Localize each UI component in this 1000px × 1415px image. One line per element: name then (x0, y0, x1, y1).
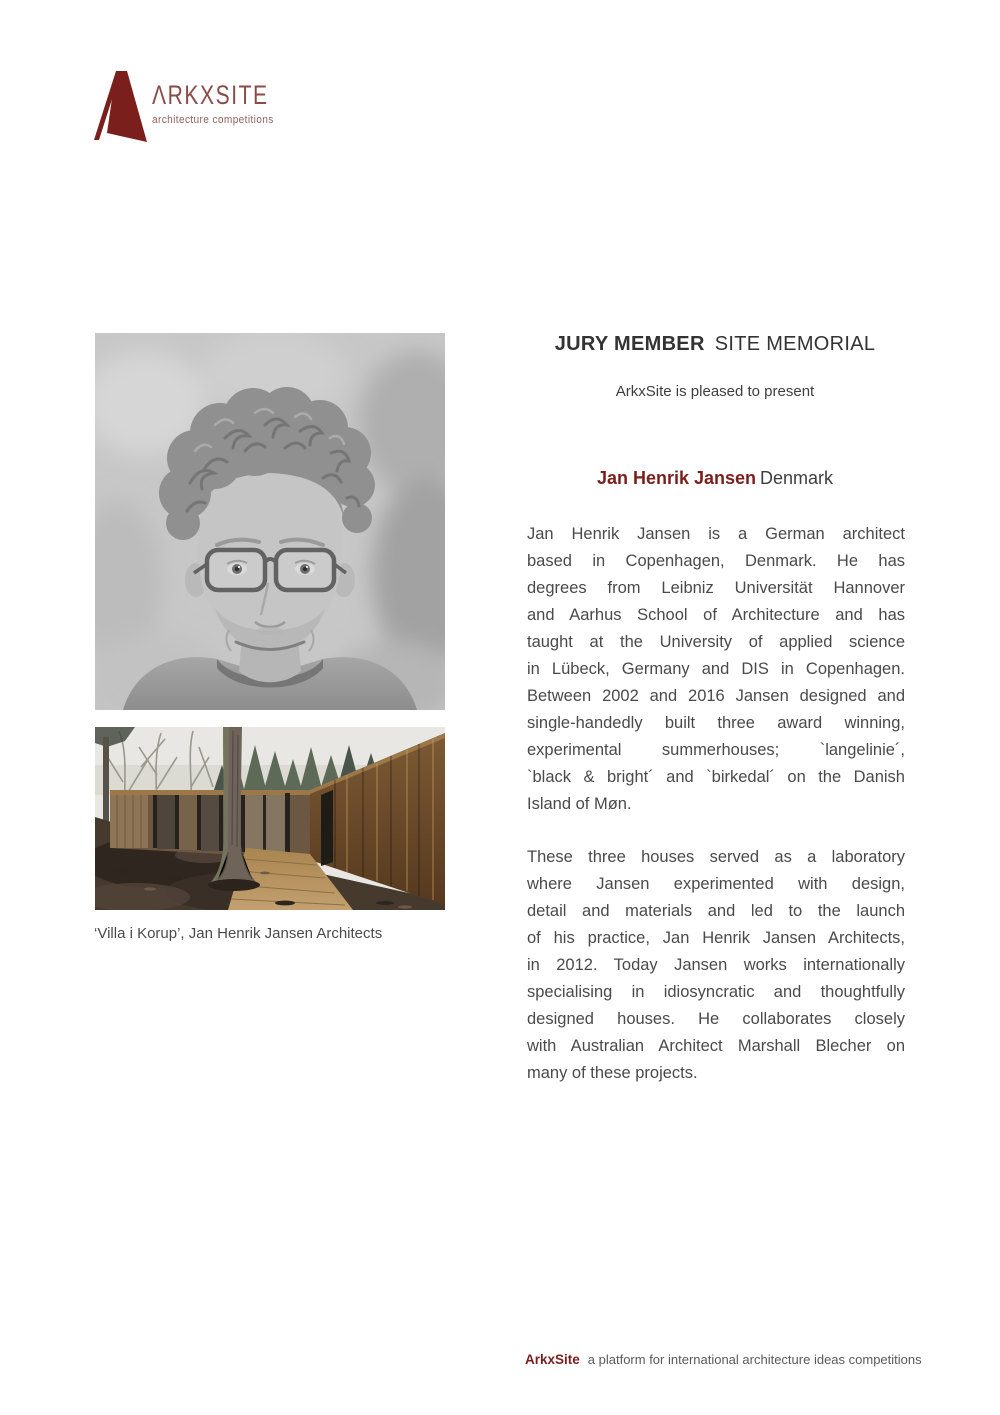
bio-line: `black & bright´ and `birkedal´ on the Danish (527, 768, 905, 786)
portrait-illustration (95, 333, 445, 710)
bio-line: of his practice, Jan Henrik Jansen Architects, (527, 929, 905, 947)
bio-paragraph-2 (527, 844, 905, 1087)
bio-line: These three houses served as a laboratory (527, 848, 905, 866)
jury-member-country: Denmark (760, 468, 834, 488)
bio-line: in Lübeck, Germany and DIS in Copenhagen. (527, 660, 905, 678)
title-site-memorial: SITE MEMORIAL (714, 333, 876, 355)
bio-line: single-handedly built three award winning, (527, 714, 905, 732)
logo-mark-shape (90, 66, 150, 148)
bio-paragraph-1 (527, 521, 905, 818)
bio-line: designed houses. He collaborates closely (527, 1010, 905, 1028)
portrait-photo (95, 333, 445, 710)
footer-tagline: a platform for international architecture ideas competitions (587, 1352, 922, 1367)
bio-line: Island of Møn. (527, 795, 632, 813)
photo-caption: ‘Villa i Korup’, Jan Henrik Jansen Architects (94, 925, 383, 942)
villa-photo (95, 727, 445, 910)
bio-line: where Jansen experimented with design, (527, 875, 905, 893)
bio-text (527, 521, 905, 1087)
footer-brand: ArkxSite (525, 1352, 580, 1367)
logo-wordmark-block (152, 80, 302, 126)
bio-line: in 2012. Today Jansen works internationally (527, 956, 905, 974)
jury-member-name: Jan Henrik Jansen (596, 468, 757, 488)
logo-tagline: architecture competitions (152, 114, 274, 126)
bio-line: many of these projects. (527, 1064, 698, 1082)
subtitle: ArkxSite is pleased to present (615, 383, 815, 400)
bio-line: degrees from Leibniz Universität Hannover (527, 579, 905, 597)
bio-line: experimental summerhouses; `langelinie´, (527, 741, 905, 759)
jury-member-heading (525, 468, 905, 489)
title-jury-member: JURY MEMBER (554, 333, 705, 355)
arkxsite-logo-icon (90, 66, 150, 148)
bio-line: with Australian Architect Marshall Blecher on (527, 1037, 905, 1055)
bio-line: taught at the University of applied science (527, 633, 905, 651)
villa-illustration (95, 727, 445, 910)
bio-line: based in Copenhagen, Denmark. He has (527, 552, 905, 570)
bio-line: detail and materials and led to the launch (527, 902, 905, 920)
page-title (525, 333, 905, 356)
bio-line: Between 2002 and 2016 Jansen designed and (527, 687, 905, 705)
bio-line: and Aarhus School of Architecture and has (527, 606, 905, 624)
bio-line: Jan Henrik Jansen is a German architect (527, 525, 905, 543)
logo-wordmark: ΛRKXSITE (152, 80, 269, 110)
footer (525, 1352, 925, 1367)
bio-line: specialising in idiosyncratic and thoughtfully (527, 983, 905, 1001)
